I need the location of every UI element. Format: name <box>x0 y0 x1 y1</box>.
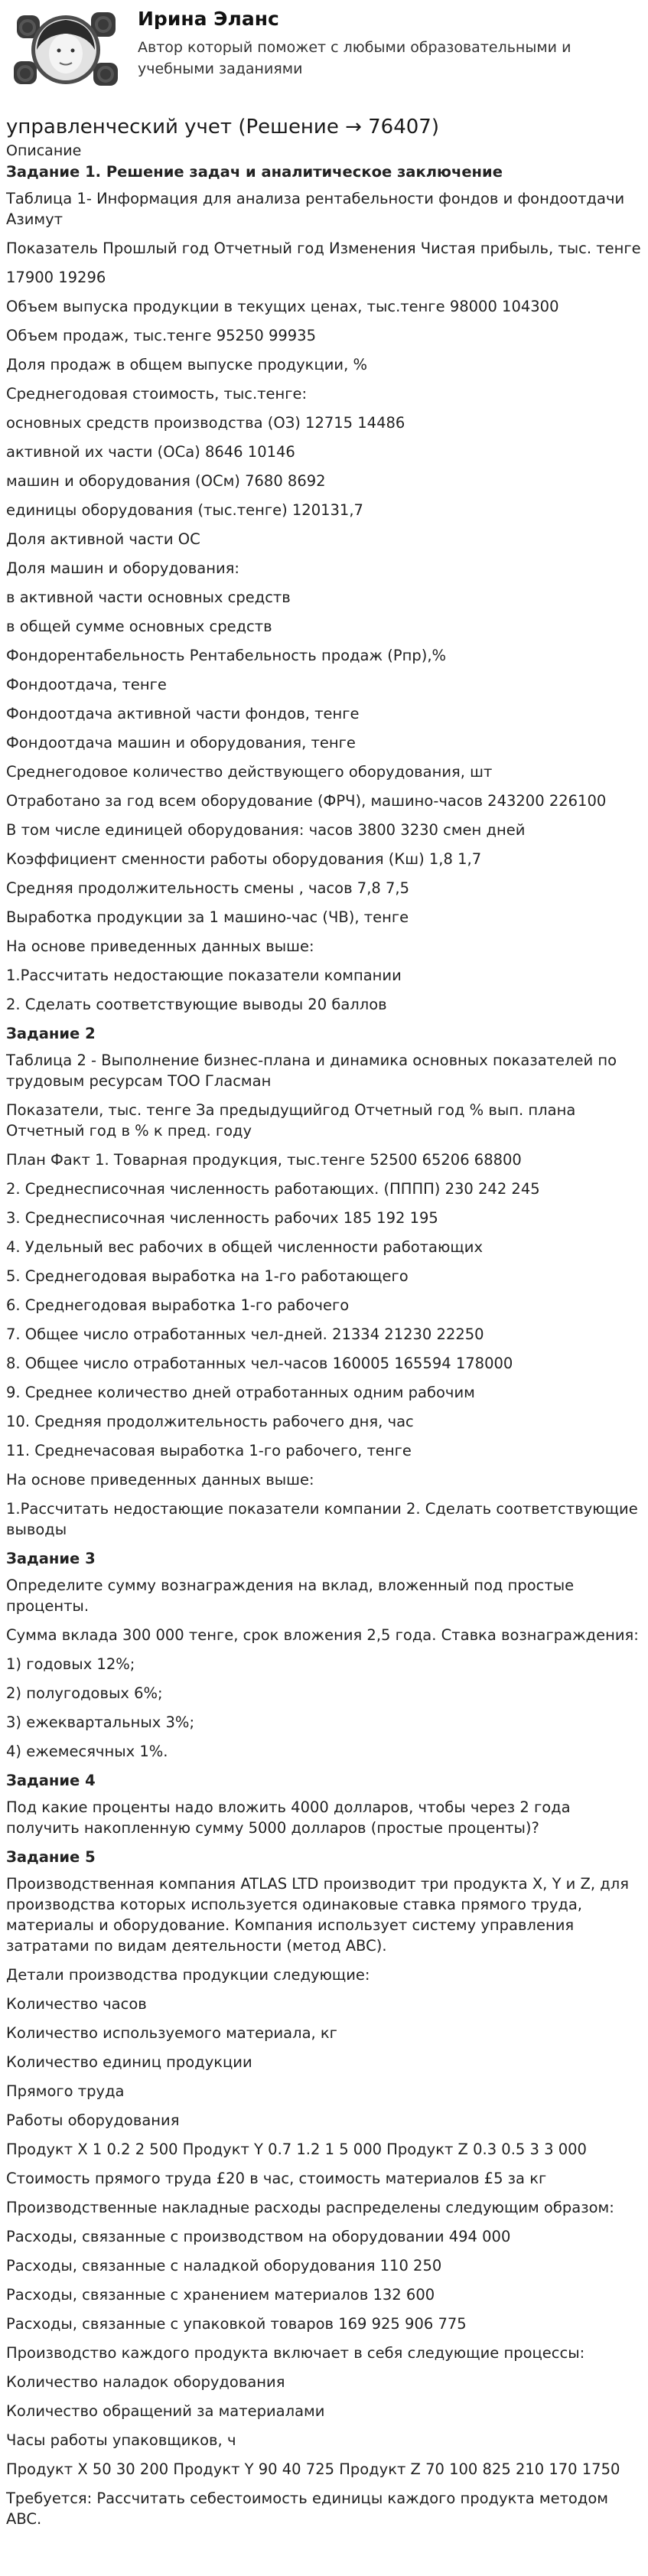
task-heading: Задание 3 <box>6 1550 96 1567</box>
text-line: 1) годовых 12%; <box>6 1655 135 1673</box>
text-line: Количество единиц продукции <box>6 2053 252 2071</box>
text-line: Расходы, связанные с наладкой оборудования 110 250 <box>6 2257 442 2274</box>
text-line: 3. Среднесписочная численность рабочих 185 192 195 <box>6 1209 438 1227</box>
text-line: Фондоотдача активной части фондов, тенге <box>6 705 360 722</box>
text-line: Производственные накладные расходы распределены следующим образом: <box>6 2199 614 2216</box>
text-line: 7. Общее число отработанных чел-дней. 21334 21230 22250 <box>6 1325 484 1343</box>
text-line: Определите сумму вознаграждения на вклад, вложенный под простые проценты. <box>6 1577 575 1615</box>
text-line: Показатель Прошлый год Отчетный год Изменения Чистая прибыль, тыс. тенге <box>6 240 641 257</box>
text-line: Фондоотдача, тенге <box>6 676 167 693</box>
text-line: В том числе единицей оборудования: часов 3800 3230 смен дней <box>6 821 526 839</box>
text-line: Фондоотдача машин и оборудования, тенге <box>6 734 356 752</box>
text-line: Производственная компания ATLAS LTD производит три продукта X, Y и Z, для производства которых используется одинаковые ставка прямого труда, материалы и оборудование. Компания использует систему управления затратами по видам деятельности (метод ABC). <box>6 1875 629 1955</box>
text-line: План Факт 1. Товарная продукция, тыс.тенге 52500 65206 68800 <box>6 1151 522 1169</box>
text-line: 17900 19296 <box>6 269 106 286</box>
text-line: основных средств производства (ОЗ) 12715 14486 <box>6 414 405 432</box>
text-line: машин и оборудования (ОСм) 7680 8692 <box>6 472 326 490</box>
text-line: Выработка продукции за 1 машино-час (ЧВ), тенге <box>6 908 409 926</box>
author-description: Автор который поможет с любыми образовательными и учебными заданиями <box>138 39 571 77</box>
text-line: Детали производства продукции следующие: <box>6 1966 370 1984</box>
author-header <box>0 0 648 103</box>
text-line: 2) полугодовых 6%; <box>6 1684 163 1702</box>
text-line: Среднегодовое количество действующего оборудования, шт <box>6 763 493 781</box>
text-line: в активной части основных средств <box>6 589 291 606</box>
text-line: 1.Рассчитать недостающие показатели компании <box>6 967 402 984</box>
text-line: Количество обращений за материалами <box>6 2402 325 2420</box>
task-heading: Задание 1. Решение задач и аналитическое заключение <box>6 163 503 181</box>
text-line: Доля активной части ОС <box>6 530 200 548</box>
text-line: Работы оборудования <box>6 2111 180 2129</box>
text-line: На основе приведенных данных выше: <box>6 937 314 955</box>
text-line: Объем продаж, тыс.тенге 95250 99935 <box>6 327 316 344</box>
text-line: Таблица 1- Информация для анализа рентабельности фондов и фондоотдачи Азимут <box>6 190 625 228</box>
text-line: Расходы, связанные с хранением материалов 132 600 <box>6 2286 435 2304</box>
text-line: Под какие проценты надо вложить 4000 долларов, чтобы через 2 года получить накопленную сумму 5000 долларов (простые проценты)? <box>6 1798 571 1837</box>
task-content <box>0 161 648 2529</box>
text-line: Количество часов <box>6 1995 147 2013</box>
text-line: Количество наладок оборудования <box>6 2373 285 2391</box>
text-line: 11. Среднечасовая выработка 1-го рабочего, тенге <box>6 1442 412 1459</box>
text-line: Производство каждого продукта включает в себя следующие процессы: <box>6 2344 585 2362</box>
task-heading: Задание 5 <box>6 1848 96 1866</box>
page-title: управленческий учет (Решение → 76407) <box>6 116 439 139</box>
text-line: Таблица 2 - Выполнение бизнес-плана и динамика основных показателей по трудовым ресурсам ТОО Гласман <box>6 1052 617 1090</box>
text-line: Фондорентабельность Рентабельность продаж (Рпр),% <box>6 647 447 664</box>
text-line: в общей сумме основных средств <box>6 618 272 635</box>
text-line: 6. Среднегодовая выработка 1-го рабочего <box>6 1296 350 1314</box>
task-heading: Задание 4 <box>6 1772 96 1789</box>
text-line: Количество используемого материала, кг <box>6 2024 337 2042</box>
text-line: Показатели, тыс. тенге За предыдущийгод Отчетный год % вып. плана Отчетный год в % к пред. году <box>6 1101 576 1140</box>
text-line: 2. Среднесписочная численность работающих. (ПППП) 230 242 245 <box>6 1180 540 1198</box>
author-avatar[interactable] <box>11 8 122 92</box>
text-line: 3) ежеквартальных 3%; <box>6 1714 195 1731</box>
text-line: 4) ежемесячных 1%. <box>6 1743 168 1760</box>
text-line: Продукт X 1 0.2 2 500 Продукт Y 0.7 1.2 1 5 000 Продукт Z 0.3 0.5 3 3 000 <box>6 2141 587 2158</box>
task-heading: Задание 2 <box>6 1025 96 1042</box>
text-line: Коэффициент сменности работы оборудования (Кш) 1,8 1,7 <box>6 850 482 868</box>
text-line: Доля продаж в общем выпуске продукции, % <box>6 356 368 373</box>
text-line: На основе приведенных данных выше: <box>6 1471 314 1489</box>
text-line: Расходы, связанные с упаковкой товаров 169 925 906 775 <box>6 2315 467 2333</box>
text-line: Отработано за год всем оборудование (ФРЧ), машино-часов 243200 226100 <box>6 792 607 810</box>
text-line: Прямого труда <box>6 2082 125 2100</box>
description-label: Описание <box>6 142 82 159</box>
text-line: Продукт X 50 30 200 Продукт Y 90 40 725 Продукт Z 70 100 825 210 170 1750 <box>6 2460 620 2478</box>
text-line: Часы работы упаковщиков, ч <box>6 2431 236 2449</box>
text-line: 10. Средняя продолжительность рабочего дня, час <box>6 1413 414 1430</box>
text-line: активной их части (ОСа) 8646 10146 <box>6 443 295 461</box>
text-line: Сумма вклада 300 000 тенге, срок вложения 2,5 года. Ставка вознаграждения: <box>6 1626 639 1644</box>
text-line: 8. Общее число отработанных чел-часов 160005 165594 178000 <box>6 1355 513 1372</box>
text-line: 5. Среднегодовая выработка на 1-го работающего <box>6 1267 409 1285</box>
text-line: Доля машин и оборудования: <box>6 559 239 577</box>
text-line: Требуется: Рассчитать себестоимость единицы каждого продукта методом ABC. <box>6 2490 608 2528</box>
text-line: 1.Рассчитать недостающие показатели компании 2. Сделать соответствующие выводы <box>6 1500 638 1538</box>
text-line: единицы оборудования (тыс.тенге) 120131,7 <box>6 501 363 519</box>
author-name[interactable]: Ирина Эланс <box>138 8 279 30</box>
text-line: 9. Среднее количество дней отработанных одним рабочим <box>6 1384 475 1401</box>
text-line: Расходы, связанные с производством на оборудовании 494 000 <box>6 2228 511 2245</box>
text-line: Средняя продолжительность смены , часов 7,8 7,5 <box>6 879 410 897</box>
text-line: 4. Удельный вес рабочих в общей численности работающих <box>6 1238 483 1256</box>
text-line: Объем выпуска продукции в текущих ценах, тыс.тенге 98000 104300 <box>6 298 559 315</box>
text-line: Стоимость прямого труда £20 в час, стоимость материалов £5 за кг <box>6 2170 547 2187</box>
text-line: Среднегодовая стоимость, тыс.тенге: <box>6 385 308 403</box>
text-line: 2. Сделать соответствующие выводы 20 баллов <box>6 996 387 1013</box>
